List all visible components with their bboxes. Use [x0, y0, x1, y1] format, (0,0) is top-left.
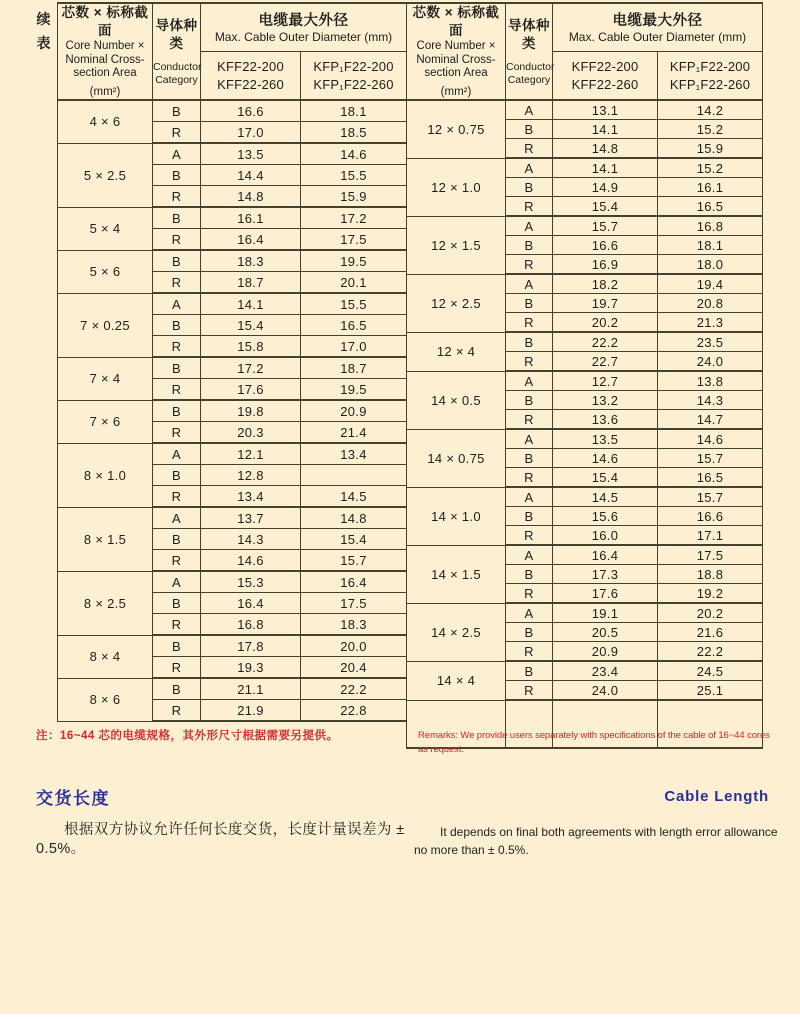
header-line: KFP₁F22-260: [313, 76, 394, 92]
category-cell: B: [506, 332, 553, 352]
kff-value-cell: 19.8: [201, 400, 301, 422]
header-line: KFF22-260: [571, 76, 639, 92]
kfp-value-cell: 18.5: [301, 122, 407, 144]
category-cell: R: [153, 486, 201, 508]
header-line: 导体种: [508, 17, 550, 33]
kfp-value-cell: 15.2: [658, 158, 763, 178]
table-row: [58, 143, 407, 165]
category-cell: B: [506, 178, 553, 197]
header-line: Category: [507, 73, 551, 86]
kfp-value-cell: 20.4: [301, 657, 407, 679]
kff-value-cell: 16.9: [553, 255, 658, 275]
kfp-value-cell: 20.1: [301, 272, 407, 294]
kff-value-cell: 20.5: [553, 623, 658, 642]
kff-value-cell: 16.0: [553, 526, 658, 546]
kff-value-cell: 18.3: [201, 250, 301, 272]
kff-value-cell: 19.7: [553, 294, 658, 313]
category-cell: A: [153, 571, 201, 593]
header-line: Conductor: [506, 60, 555, 73]
category-cell: A: [153, 293, 201, 315]
cable-diameter-table-left: [57, 2, 407, 722]
kfp-value-cell: 13.4: [301, 443, 407, 465]
col-header-conductor-category: [153, 3, 201, 100]
spec-cell: 7 × 4: [58, 357, 153, 400]
kff-value-cell: 17.2: [201, 357, 301, 379]
category-cell: A: [506, 158, 553, 178]
kff-value-cell: 20.9: [553, 642, 658, 662]
kff-value-cell: 14.1: [553, 158, 658, 178]
table-row: [407, 332, 763, 352]
spec-cell: 14 × 0.5: [407, 371, 506, 429]
category-cell: R: [506, 526, 553, 546]
kff-value-cell: 19.3: [201, 657, 301, 679]
category-cell: R: [506, 313, 553, 333]
category-cell: R: [506, 584, 553, 604]
category-cell: B: [506, 294, 553, 313]
kfp-value-cell: 19.5: [301, 379, 407, 401]
kff-value-cell: 15.7: [553, 216, 658, 236]
category-cell: R: [506, 352, 553, 372]
cable-diameter-table-right: [406, 2, 763, 749]
kfp-value-cell: 15.7: [658, 449, 763, 468]
kff-value-cell: 14.1: [201, 293, 301, 315]
kff-value-cell: 14.6: [201, 550, 301, 572]
category-cell: A: [506, 545, 553, 565]
kff-value-cell: 16.4: [201, 229, 301, 251]
header-line: 类: [522, 35, 536, 51]
table-body: [58, 100, 407, 721]
table-row: [58, 400, 407, 422]
category-cell: R: [153, 229, 201, 251]
category-cell: B: [506, 236, 553, 255]
category-cell: A: [153, 507, 201, 529]
category-cell: B: [153, 315, 201, 336]
kff-value-cell: 12.1: [201, 443, 301, 465]
col-header-max-diameter: [201, 3, 407, 52]
category-cell: B: [506, 120, 553, 139]
header-line: 芯数 × 标称截面: [61, 5, 149, 38]
table-header: [58, 3, 407, 100]
kff-value-cell: 24.0: [553, 681, 658, 701]
category-cell: B: [506, 391, 553, 410]
spec-cell: 14 × 0.75: [407, 429, 506, 487]
kff-value-cell: 13.5: [201, 143, 301, 165]
kfp-value-cell: 19.5: [301, 250, 407, 272]
category-cell: B: [153, 593, 201, 614]
table-row: [58, 250, 407, 272]
table-row: [407, 216, 763, 236]
kff-value-cell: 16.4: [201, 593, 301, 614]
spec-cell: 12 × 4: [407, 332, 506, 371]
kfp-value-cell: 21.3: [658, 313, 763, 333]
table-row: [407, 429, 763, 449]
kfp-value-cell: 13.8: [658, 371, 763, 391]
kfp-value-cell: 15.7: [658, 487, 763, 507]
header-line: (mm²): [89, 85, 121, 98]
category-cell: A: [506, 216, 553, 236]
kfp-value-cell: 16.8: [658, 216, 763, 236]
spec-cell: 4 × 6: [58, 100, 153, 143]
kff-value-cell: 17.0: [201, 122, 301, 144]
category-cell: B: [506, 565, 553, 584]
table-row: [58, 678, 407, 700]
table-row: [58, 293, 407, 315]
kfp-value-cell: 25.1: [658, 681, 763, 701]
kff-value-cell: 20.3: [201, 422, 301, 444]
kfp-value-cell: 14.6: [658, 429, 763, 449]
col-header-kff-type: [553, 52, 658, 101]
paragraph-line: 0.5%。: [36, 841, 86, 857]
kfp-value-cell: 21.4: [301, 422, 407, 444]
table-row: [58, 100, 407, 122]
spec-cell: 7 × 0.25: [58, 293, 153, 357]
kfp-value-cell: 21.6: [658, 623, 763, 642]
header-line: section Area: [73, 67, 137, 79]
header-line: KFP₁F22-200: [669, 58, 751, 74]
kff-value-cell: 14.5: [553, 487, 658, 507]
kfp-value-cell: 15.5: [301, 165, 407, 186]
header-line: Conductor: [153, 60, 202, 73]
kff-value-cell: 15.8: [201, 336, 301, 358]
spec-cell: 14 × 1.5: [407, 545, 506, 603]
table-row: [407, 603, 763, 623]
spec-cell: 14 × 4: [407, 661, 506, 700]
kff-value-cell: 14.9: [553, 178, 658, 197]
header-line: (mm²): [440, 85, 472, 98]
table-row: [407, 487, 763, 507]
spec-cell: 5 × 4: [58, 207, 153, 250]
header-line: 类: [169, 35, 184, 51]
category-cell: R: [153, 614, 201, 636]
category-cell: B: [153, 529, 201, 550]
paragraph-line: no more than ± 0.5%.: [414, 843, 529, 857]
category-cell: A: [153, 143, 201, 165]
kfp-value-cell: 16.5: [658, 197, 763, 217]
category-cell: R: [506, 410, 553, 430]
kfp-value-cell: 20.9: [301, 400, 407, 422]
kff-value-cell: 13.1: [553, 100, 658, 120]
category-cell: A: [506, 487, 553, 507]
col-header-kfp-type: [658, 52, 763, 101]
kff-value-cell: 14.4: [201, 165, 301, 186]
table-row: [407, 545, 763, 565]
kfp-value-cell: 18.3: [301, 614, 407, 636]
category-cell: R: [153, 186, 201, 208]
spec-cell: 14 × 1.0: [407, 487, 506, 545]
header-line: Max. Cable Outer Diameter (mm): [568, 29, 747, 44]
kfp-value-cell: 19.2: [658, 584, 763, 604]
kff-value-cell: 16.6: [201, 100, 301, 122]
kfp-value-cell: 24.5: [658, 661, 763, 681]
kff-value-cell: 17.3: [553, 565, 658, 584]
header-line: Category: [155, 73, 198, 86]
table-row: [58, 571, 407, 593]
header-line: Max. Cable Outer Diameter (mm): [214, 29, 393, 44]
section-heading-chinese: 交货长度: [36, 789, 110, 808]
note-english: [418, 729, 790, 757]
category-cell: R: [506, 681, 553, 701]
kfp-value-cell: 18.7: [301, 357, 407, 379]
header-line: Nominal Cross-: [416, 53, 496, 66]
table-row: [58, 357, 407, 379]
spec-cell: 12 × 0.75: [407, 100, 506, 158]
header-line: 芯数 × 标称截面: [412, 5, 500, 38]
kff-value-cell: 23.4: [553, 661, 658, 681]
category-cell: B: [506, 623, 553, 642]
category-cell: B: [506, 449, 553, 468]
table-row: [407, 158, 763, 178]
kfp-value-cell: 16.5: [301, 315, 407, 336]
header-line: 电缆最大外径: [258, 12, 349, 29]
spec-cell: 7 × 6: [58, 400, 153, 443]
col-header-conductor-category: [506, 3, 553, 100]
kfp-value-cell: 14.5: [301, 486, 407, 508]
kff-value-cell: 15.6: [553, 507, 658, 526]
kfp-value-cell: 22.8: [301, 700, 407, 722]
kfp-value-cell: 14.6: [301, 143, 407, 165]
kfp-value-cell: 16.6: [658, 507, 763, 526]
kff-value-cell: 18.7: [201, 272, 301, 294]
category-cell: R: [506, 255, 553, 275]
col-header-core-number: [407, 3, 506, 100]
category-cell: B: [153, 250, 201, 272]
col-header-kfp-type: [301, 52, 407, 101]
table-row: [407, 661, 763, 681]
spec-cell: 8 × 6: [58, 678, 153, 721]
kff-value-cell: 17.6: [553, 584, 658, 604]
kff-value-cell: 14.1: [553, 120, 658, 139]
kfp-value-cell: 17.5: [301, 229, 407, 251]
kff-value-cell: 17.6: [201, 379, 301, 401]
kff-value-cell: 22.7: [553, 352, 658, 372]
header-line: KFF22-200: [217, 58, 284, 74]
kfp-value-cell: 24.0: [658, 352, 763, 372]
category-cell: R: [506, 468, 553, 488]
kff-value-cell: 13.4: [201, 486, 301, 508]
category-cell: R: [153, 122, 201, 144]
table-row: [58, 507, 407, 529]
paragraph-line: It depends on final both agreements with length error allowance: [440, 825, 778, 839]
kff-value-cell: 14.8: [553, 139, 658, 159]
category-cell: R: [153, 422, 201, 444]
kfp-value-cell: 19.4: [658, 274, 763, 294]
kfp-value-cell: 18.0: [658, 255, 763, 275]
header-line: KFP₁F22-200: [313, 58, 394, 74]
spec-cell: 5 × 6: [58, 250, 153, 293]
kfp-value-cell: 22.2: [301, 678, 407, 700]
category-cell: B: [153, 678, 201, 700]
paragraph-english: [414, 823, 786, 859]
note-chinese: 注：16~44 芯的电缆规格，其外形尺寸根据需要另提供。: [36, 730, 339, 742]
page-bottom-edge: [0, 1014, 800, 1020]
header-line: Nominal Cross-: [65, 53, 145, 66]
category-cell: R: [153, 550, 201, 572]
category-cell: R: [153, 379, 201, 401]
spec-cell: 12 × 2.5: [407, 274, 506, 332]
kff-value-cell: 15.4: [553, 197, 658, 217]
kfp-value-cell: 23.5: [658, 332, 763, 352]
kff-value-cell: 14.3: [201, 529, 301, 550]
kfp-value-cell: 14.2: [658, 100, 763, 120]
kff-value-cell: 13.5: [553, 429, 658, 449]
category-cell: B: [153, 635, 201, 657]
kff-value-cell: 21.1: [201, 678, 301, 700]
category-cell: R: [506, 139, 553, 159]
kfp-value-cell: 15.9: [658, 139, 763, 159]
kff-value-cell: 14.6: [553, 449, 658, 468]
kfp-value-cell: 15.5: [301, 293, 407, 315]
kfp-value-cell: 20.2: [658, 603, 763, 623]
table-row: [407, 274, 763, 294]
kff-value-cell: 16.8: [201, 614, 301, 636]
spec-cell: 5 × 2.5: [58, 143, 153, 207]
spec-cell: 8 × 1.0: [58, 443, 153, 507]
kff-value-cell: 13.2: [553, 391, 658, 410]
category-cell: B: [506, 507, 553, 526]
category-cell: R: [153, 336, 201, 358]
col-header-max-diameter: [553, 3, 763, 52]
category-cell: B: [153, 465, 201, 486]
kff-value-cell: 22.2: [553, 332, 658, 352]
kff-value-cell: 15.3: [201, 571, 301, 593]
category-cell: R: [506, 197, 553, 217]
kff-value-cell: 20.2: [553, 313, 658, 333]
kfp-value-cell: 15.7: [301, 550, 407, 572]
paragraph-chinese: [36, 821, 418, 859]
category-cell: B: [153, 100, 201, 122]
category-cell: B: [506, 661, 553, 681]
note-english-line: as request.: [418, 744, 464, 755]
kfp-value-cell: 18.1: [658, 236, 763, 255]
kff-value-cell: 13.6: [553, 410, 658, 430]
header-line: KFP₁F22-260: [669, 76, 751, 92]
kff-value-cell: 13.7: [201, 507, 301, 529]
category-cell: R: [153, 657, 201, 679]
kfp-value-cell: 18.1: [301, 100, 407, 122]
category-cell: R: [153, 272, 201, 294]
kfp-value-cell: 17.1: [658, 526, 763, 546]
kff-value-cell: 21.9: [201, 700, 301, 722]
section-heading-english: Cable Length: [664, 788, 769, 805]
kff-value-cell: 18.2: [553, 274, 658, 294]
kff-value-cell: 19.1: [553, 603, 658, 623]
spec-cell: 8 × 4: [58, 635, 153, 678]
category-cell: A: [506, 429, 553, 449]
table-body: [407, 100, 763, 748]
category-cell: A: [506, 274, 553, 294]
col-header-core-number: [58, 3, 153, 100]
kff-value-cell: 17.8: [201, 635, 301, 657]
header-line: 电缆最大外径: [612, 12, 703, 29]
kfp-value-cell: 14.7: [658, 410, 763, 430]
kff-value-cell: 14.8: [201, 186, 301, 208]
header-line: KFF22-260: [217, 76, 284, 92]
spec-cell: 12 × 1.0: [407, 158, 506, 216]
continued-table-label: 续表: [36, 11, 51, 51]
table-header: [407, 3, 763, 100]
header-line: section Area: [424, 67, 488, 79]
table-row: [58, 635, 407, 657]
kfp-value-cell: 15.9: [301, 186, 407, 208]
header-line: Core Number ×: [65, 40, 145, 52]
kff-value-cell: 16.1: [201, 207, 301, 229]
kfp-value-cell: 22.2: [658, 642, 763, 662]
kfp-value-cell: 18.8: [658, 565, 763, 584]
kfp-value-cell: 17.5: [301, 593, 407, 614]
kfp-value-cell: 16.5: [658, 468, 763, 488]
spec-cell: 12 × 1.5: [407, 216, 506, 274]
table-row: [407, 100, 763, 120]
kfp-value-cell: 17.0: [301, 336, 407, 358]
header-line: Core Number ×: [416, 40, 496, 52]
header-line: KFF22-200: [571, 58, 639, 74]
kff-value-cell: 12.7: [553, 371, 658, 391]
table-row: [58, 443, 407, 465]
category-cell: B: [153, 357, 201, 379]
col-header-kff-type: [201, 52, 301, 101]
kfp-value-cell: 16.4: [301, 571, 407, 593]
category-cell: A: [506, 371, 553, 391]
kff-value-cell: 16.6: [553, 236, 658, 255]
spec-cell: 14 × 2.5: [407, 603, 506, 661]
kfp-value-cell: 17.5: [658, 545, 763, 565]
kfp-value-cell: 20.8: [658, 294, 763, 313]
paragraph-line: 根据双方协议允许任何长度交货，长度计量误差为 ±: [64, 822, 405, 838]
kfp-value-cell: 16.1: [658, 178, 763, 197]
category-cell: B: [153, 400, 201, 422]
kfp-value-cell: 14.8: [301, 507, 407, 529]
category-cell: B: [153, 207, 201, 229]
category-cell: A: [506, 603, 553, 623]
kfp-value-cell: 15.2: [658, 120, 763, 139]
kff-value-cell: 16.4: [553, 545, 658, 565]
kfp-value-cell: 17.2: [301, 207, 407, 229]
kfp-value-cell: [301, 465, 407, 486]
header-line: 导体种: [155, 17, 198, 33]
category-cell: A: [153, 443, 201, 465]
spec-cell: 8 × 2.5: [58, 571, 153, 635]
table-row: [407, 371, 763, 391]
kfp-value-cell: 20.0: [301, 635, 407, 657]
kfp-value-cell: 15.4: [301, 529, 407, 550]
kff-value-cell: 15.4: [201, 315, 301, 336]
note-english-line: Remarks: We provide users separately with specifications of the cable of 16~44 cores: [418, 730, 770, 741]
kfp-value-cell: 14.3: [658, 391, 763, 410]
kff-value-cell: 12.8: [201, 465, 301, 486]
spec-cell: 8 × 1.5: [58, 507, 153, 571]
category-cell: A: [506, 100, 553, 120]
category-cell: B: [153, 165, 201, 186]
category-cell: R: [153, 700, 201, 722]
category-cell: R: [506, 642, 553, 662]
kff-value-cell: 15.4: [553, 468, 658, 488]
table-row: [58, 207, 407, 229]
